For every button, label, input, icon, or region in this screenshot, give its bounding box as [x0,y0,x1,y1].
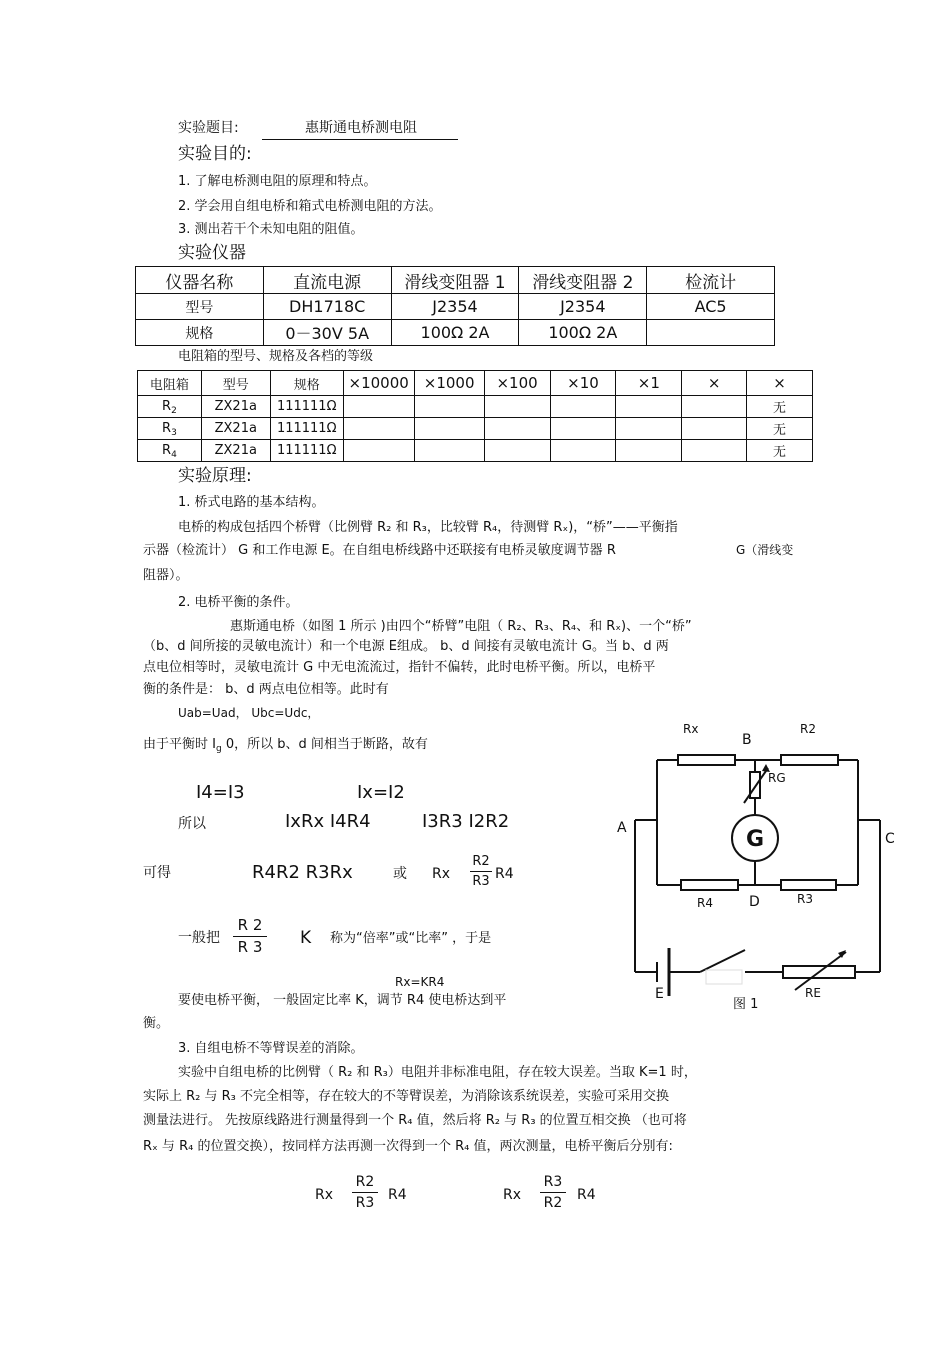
principle-s2-line4: 衡的条件是： b、d 两点电位相等。此时有 [143,682,389,697]
label-c: C [885,831,895,847]
resistor-rx [678,755,735,765]
empty-cell [616,418,682,440]
purpose-item-1: 1. 了解电桥测电阻的原理和特点。 [178,174,377,189]
fraction-r2-r3 [470,855,492,888]
principle-s2-line2: （b、d 间所接的灵敏电流计）和一个电源 E组成。 b、d 间接有灵敏电流计 G。当 b、d 两 [143,639,669,654]
fix-line2: 衡。 [143,1016,170,1031]
instr-header-4: 检流计 [647,267,775,294]
instr-model-4: AC5 [647,294,775,320]
empty-cell [550,418,616,440]
switch-blade [700,950,745,972]
resbox-model: ZX21a [201,396,270,418]
eq-prod1: IxRx I4R4 [285,811,371,832]
k-symbol: K [300,928,312,948]
empty-cell [414,396,484,418]
resbox-caption: 电阻箱的型号、规格及各档的等级 [178,349,374,364]
empty-cell [484,396,550,418]
empty-cell [343,396,414,418]
resbox-last: 无 [747,396,813,418]
eq-r4r2: R4R2 R3Rx [252,862,353,883]
empty-cell [616,440,682,462]
final-rx1: Rx [315,1187,334,1203]
resbox-last: 无 [747,440,813,462]
fraction-denominator: R3 [472,874,490,889]
eq-i4-i3: I4=I3 [196,782,245,803]
circuit-diagram [600,710,920,1020]
resbox-spec: 111111Ω [270,396,343,418]
resistor-r4 [681,880,738,890]
resbox-header-4: ×1000 [414,371,484,396]
fraction-ratio [233,918,267,955]
title-label: 实验题目: [178,120,239,136]
resbox-header-1: 型号 [201,371,270,396]
instr-model-2: J2354 [391,294,519,320]
final-rx2: Rx [503,1187,522,1203]
fraction-denominator: R 3 [237,938,263,956]
principle-heading: 实验原理: [178,466,252,486]
instr-model-label: 型号 [136,294,264,320]
empty-cell [682,440,747,462]
principle-s3-line4: Rₓ 与 R₄ 的位置交换），按同样方法再测一次得到一个 R₄ 值，两次测量，电桥平衡后分别有: [143,1139,673,1154]
resbox-name: $R_2$ [138,396,202,418]
resbox-header-0: 电阻箱 [138,371,202,396]
resbox-header-2: 规格 [270,371,343,396]
fraction-bar [540,1192,566,1193]
resbox-table [137,370,813,462]
purpose-item-2: 2. 学会用自组电桥和箱式电桥测电阻的方法。 [178,199,442,214]
fraction-final-2 [540,1175,566,1210]
eq-u: Uab=Uad， Ubc=Udc， [178,706,320,720]
empty-cell [414,418,484,440]
principle-s2-line1: 惠斯通电桥（如图 1 所示 )由四个“桥臂”电阻（ R₂、R₃、R₄、和 Rₓ)、一个“桥” [230,619,692,634]
empty-cell [343,418,414,440]
figure-caption: 图 1 [733,997,759,1012]
label-b: B [742,732,752,748]
label-d: D [749,894,760,910]
resbox-header-7: ×1 [616,371,682,396]
principle-s3-title: 3. 自组电桥不等臂误差的消除。 [178,1041,364,1056]
fraction-bar [470,871,492,872]
table-row [138,396,813,418]
resbox-model: ZX21a [201,418,270,440]
instr-model-1: DH1718C [263,294,391,320]
resbox-spec: 111111Ω [270,418,343,440]
fraction-bar [233,936,267,937]
label-g: G [746,827,765,852]
table-row [138,440,813,462]
resbox-header-3: ×10000 [343,371,414,396]
label-rx: Rx [683,722,699,736]
instr-header-1: 直流电源 [263,267,391,294]
instr-spec-4 [647,320,775,346]
re-arrow [795,952,846,990]
label-re: RE [805,986,821,1000]
empty-cell [682,396,747,418]
label-r4: R4 [697,896,713,910]
label-r3: R3 [797,892,813,906]
fix-line1: 要使电桥平衡， 一般固定比率 K，调节 R4 使电桥达到平 [178,993,507,1008]
label-rg: RG [768,771,786,785]
instr-model-3: J2354 [519,294,647,320]
final-r4a: R4 [388,1187,407,1203]
resbox-header-9: × [747,371,813,396]
resbox-last: 无 [747,418,813,440]
title-underline [262,139,458,140]
kede: 可得 [143,865,171,881]
resbox-spec: 111111Ω [270,440,343,462]
table-row [138,418,813,440]
principle-s3-line1: 实验中自组电桥的比例臂（ R₂ 和 R₃）电阻并非标准电阻，存在较大误差。当取 K=1 时， [178,1065,697,1080]
yiban: 一般把 [178,930,220,946]
final-r4b: R4 [577,1187,596,1203]
fraction-bar [352,1192,378,1193]
empty-cell [484,440,550,462]
switch-gap [706,970,742,984]
empty-cell [682,418,747,440]
principle-s1-line2: 示器（检流计） G 和工作电源 E。在自组电桥线路中还联接有电桥灵敏度调节器 R [143,543,616,558]
resbox-header-8: × [682,371,747,396]
fraction-numerator: R2 [472,854,490,869]
fraction-denominator: R2 [543,1195,563,1211]
principle-s1-line3: 阻器）。 [143,568,189,583]
instr-header-0: 仪器名称 [136,267,264,294]
instr-spec-label: 规格 [136,320,264,346]
fraction-numerator: R 2 [237,916,263,934]
empty-cell [550,396,616,418]
fraction-numerator: R2 [355,1174,375,1190]
label-a: A [617,820,627,836]
eq-rx-kr4: Rx=KR4 [395,975,445,989]
eq-prod2: I3R3 I2R2 [422,811,510,832]
principle-s2-title: 2. 电桥平衡的条件。 [178,595,299,610]
suoyi: 所以 [178,816,206,832]
resistor-r2 [781,755,838,765]
instruments-heading: 实验仪器 [178,243,246,263]
instr-header-3: 滑线变阻器 2 [519,267,647,294]
empty-cell [550,440,616,462]
empty-cell [343,440,414,462]
instr-spec-1: 0－30V 5A [263,320,391,346]
principle-s1-rg-tail: G（滑线变 [736,543,794,557]
purpose-item-3: 3. 测出若干个未知电阻的阻值。 [178,222,364,237]
principle-s3-line2: 实际上 R₂ 与 R₃ 不完全相等，存在较大的不等臂误差，为消除该系统误差，实验可采用交换 [143,1089,670,1104]
eq-r4: R4 [495,866,514,882]
resbox-name: $R_4$ [138,440,202,462]
eq-ix-i2: Ix=I2 [357,782,405,803]
instr-header-2: 滑线变阻器 1 [391,267,519,294]
resbox-header-6: ×10 [550,371,616,396]
purpose-heading: 实验目的: [178,144,252,164]
label-e: E [655,986,664,1002]
fraction-numerator: R3 [543,1174,563,1190]
resistor-r3 [781,880,836,890]
fraction-final-1 [352,1175,378,1210]
instr-spec-2: 100Ω 2A [391,320,519,346]
page-title: 惠斯通电桥测电阻 [305,120,417,136]
empty-cell [616,396,682,418]
instruments-table [135,266,775,346]
fraction-denominator: R3 [355,1195,375,1211]
resbox-model: ZX21a [201,440,270,462]
principle-s1-line1: 电桥的构成包括四个桥臂（比例臂 R₂ 和 R₃，比较臂 R₄，待测臂 Rₓ)，“桥”——平衡指 [178,520,678,535]
label-r2: R2 [800,722,816,736]
resbox-name: $R_3$ [138,418,202,440]
resistor-rg [750,772,760,798]
instr-spec-3: 100Ω 2A [519,320,647,346]
empty-cell [414,440,484,462]
principle-s1-title: 1. 桥式电路的基本结构。 [178,495,325,510]
eq-rx: Rx [432,866,451,882]
eq-ig: 由于平衡时 $I_g$ 0，所以 b、d 间相当于断路，故有 [143,737,428,754]
k-text: 称为“倍率”或“比率” ，于是 [330,931,492,946]
empty-cell [484,418,550,440]
huo: 或 [393,866,407,882]
resbox-header-5: ×100 [484,371,550,396]
principle-s2-line3: 点电位相等时，灵敏电流计 G 中无电流流过，指针不偏转，此时电桥平衡。所以，电桥平 [143,660,656,675]
principle-s3-line3: 测量法进行。 先按原线路进行测量得到一个 R₄ 值，然后将 R₂ 与 R₃ 的位置互相交换 （也可将 [143,1113,687,1128]
